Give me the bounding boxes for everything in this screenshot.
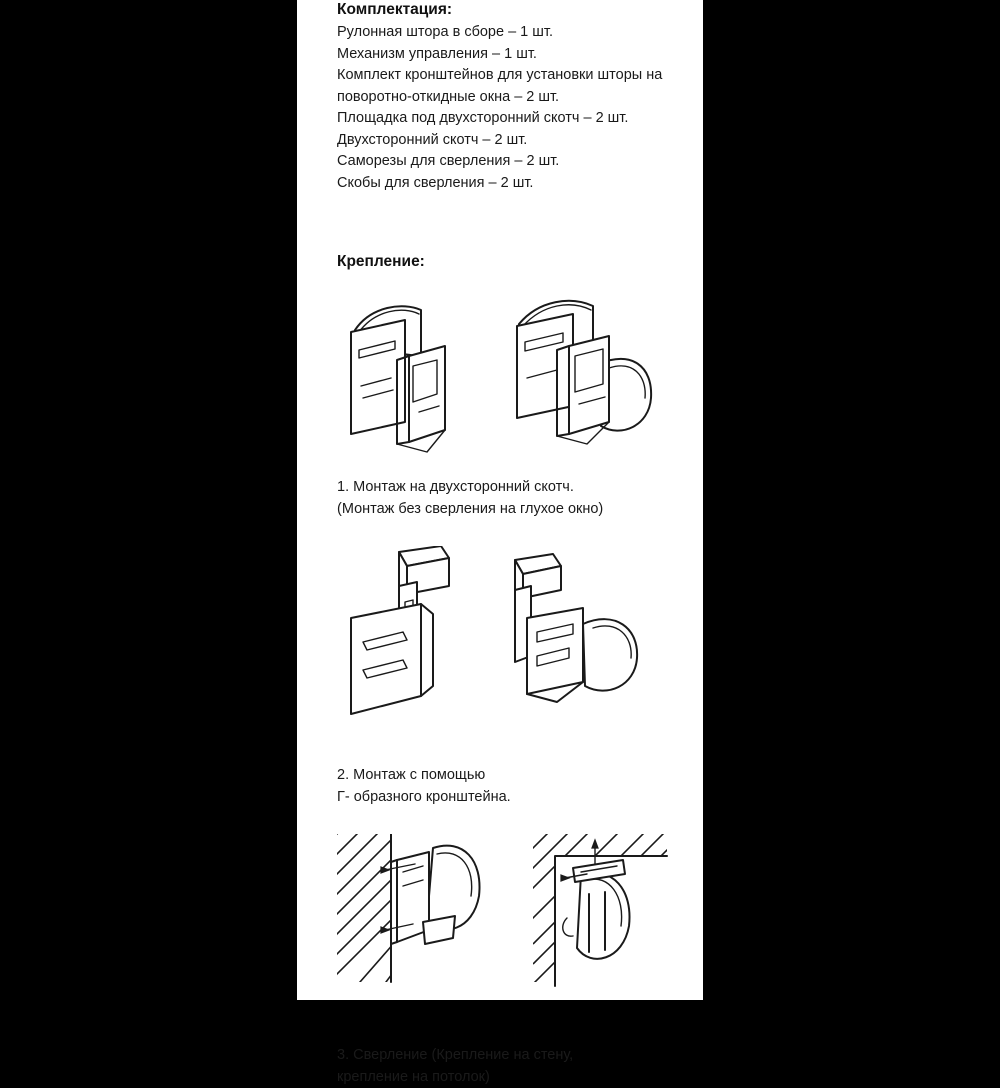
sheet-content: [337, 0, 697, 1088]
caption-step-2-line-1: 2. Монтаж с помощью: [337, 767, 486, 783]
l-bracket-right-illustration: [515, 554, 637, 702]
list-item: Комплект кронштейнов для установки шторы на поворотно-откидные окна – 2 шт.: [337, 67, 663, 105]
caption-step-3: [337, 1044, 697, 1088]
l-bracket-left-illustration: [351, 546, 449, 714]
wall-mount-illustration: [337, 834, 480, 1002]
list-item: Механизм управления – 1 шт.: [337, 45, 537, 62]
list-item: Скобы для сверления – 2 шт.: [337, 174, 534, 191]
kit-section-title: Комплектация:: [337, 1, 453, 18]
caption-step-3-line-2: крепление на потолок): [337, 1069, 490, 1085]
list-item: Рулонная штора в сборе – 1 шт.: [337, 24, 553, 40]
list-item: Саморезы для сверления – 2 шт.: [337, 153, 560, 169]
figure-tape-mount-brackets: [337, 294, 697, 466]
caption-step-1-line-2: (Монтаж без сверления на глухое окно): [337, 501, 604, 517]
caption-step-1-line-1: 1. Монтаж на двухсторонний скотч.: [337, 479, 574, 495]
tape-bracket-left-illustration: [351, 306, 445, 452]
caption-step-2-line-2: Г- образного кронштейна.: [337, 789, 511, 805]
list-item: Двухсторонний скотч – 2 шт.: [337, 131, 528, 148]
caption-step-2: [337, 764, 697, 808]
mounting-section-title: Крепление:: [337, 253, 425, 270]
tape-bracket-right-illustration: [517, 301, 651, 444]
caption-step-3-line-1: 3. Сверление (Крепление на стену,: [337, 1047, 574, 1063]
figure-drilling-mount: [337, 834, 697, 1002]
kit-item-list: [337, 22, 697, 194]
figure-l-shaped-brackets: [337, 546, 697, 736]
caption-step-1: [337, 476, 697, 520]
ceiling-mount-illustration: [517, 834, 677, 1002]
instruction-sheet: [297, 0, 703, 1085]
list-item: Площадка под двухсторонний скотч – 2 шт.: [337, 110, 629, 126]
